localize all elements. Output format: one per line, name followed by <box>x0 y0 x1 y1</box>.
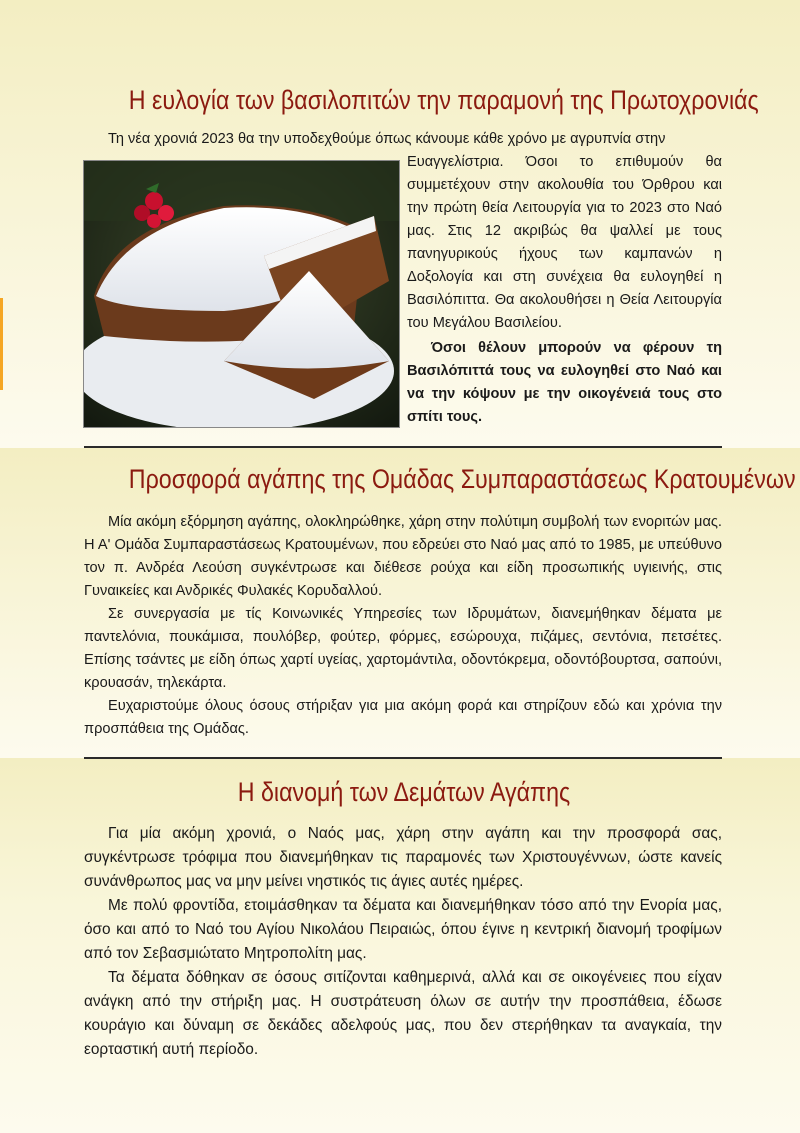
paragraph: Με πολύ φροντίδα, ετοιμάσθηκαν τα δέματα και διανεμήθηκαν τόσο από την Ενορία μας, όσο και από το Ναό του Αγίου Νικολάου Πειραιώς, όπου έγινε η κεντρική διανομή τροφίμων από τον Σεβασμιώτατο Μητροπολίτη μας. <box>84 897 722 962</box>
paragraph-bold: Όσοι θέλουν μπορούν να φέρουν τη Βασιλόπιττά τους να ευλογηθεί στο Ναό και να την κόψουν με την οικογένειά τους στο σπίτι τους. <box>407 340 722 425</box>
section-divider <box>84 446 722 448</box>
section-body-vasilopita <box>407 151 722 429</box>
section-body-love-parcels <box>84 822 722 1062</box>
cake-image <box>84 161 399 427</box>
paragraph: Τα δέματα δόθηκαν σε όσους σιτίζονται καθημερινά, αλλά και σε οικογένειες που είχαν ανάγκη από την στήριξη μας. Η συστράτευση όλων σε αυτήν την προσπάθεια, έδωσε κουράγιο και δύναμη σε δεκάδες αδελφούς μας, που δεν στερήθηκαν τα αναγκαία, την εορταστική αυτή περίοδο. <box>84 969 722 1058</box>
paragraph: Μία ακόμη εξόρμηση αγάπης, ολοκληρώθηκε, χάρη στην πολύτιμη συμβολή των ενοριτών μας. Η Α' Ομάδα Συμπαραστάσεως Κρατουμένων, που εδρεύει στο Ναό μας από το 1985, με υπεύθυνο τον π. Ανδρέα Λεούση συγκέντρωσε και διέθεσε ρούχα και είδη προσωπικής υγιεινής, στις Γυναικείες και Ανδρικές Φυλακές Κορυδαλλού. <box>84 514 722 599</box>
section-title-prisoner-support: Προσφορά αγάπης της Ομάδας Συμπαραστάσεως Κρατουμένων <box>128 464 796 494</box>
paragraph: Ευαγγελίστρια. Όσοι το επιθυμούν θα συμμετέχουν στην ακολουθία του Όρθρου και την πρώτη θεία Λειτουργία για το 2023 στο Ναό μας. Στις 12 ακριβώς θα ψαλλεί με τους πανηγυρικούς ήχους των καμπανών η Δοξολογία και στη συνέχεια θα ευλογηθεί η Βασιλόπιττα. Θα ακολουθήσει η Θεία Λειτουργία του Μεγάλου Βασιλείου. <box>407 154 722 331</box>
section-title-vasilopita: Η ευλογία των βασιλοπιτών την παραμονή της Πρωτοχρονιάς <box>128 85 759 115</box>
paragraph: Ευχαριστούμε όλους όσους στήριξαν για μια ακόμη φορά και στηρίζουν εδώ και χρόνια την προσπάθεια της Ομάδας. <box>84 698 722 737</box>
paragraph: Σε συνεργασία με τίς Κοινωνικές Υπηρεσίες των Ιδρυμάτων, διανεμήθηκαν δέματα με παντελόνια, πουκάμισα, πουλόβερ, φούτερ, φόρμες, εσώρουχα, πιζάμες, σεντόνια, πετσέτες. Επίσης τσάντες με είδη όπως χαρτί υγείας, χαρτομάντιλα, οδοντόκρεμα, οδοντόβουρτσα, σαπούνι, κρουασάν, τηλεκάρτα. <box>84 606 722 691</box>
page-edge-mark <box>0 298 3 390</box>
section-lead-text: Τη νέα χρονιά 2023 θα την υποδεχθούμε όπως κάνουμε κάθε χρόνο με αγρυπνία στην <box>108 131 666 147</box>
section-divider <box>84 757 722 759</box>
section-title-love-parcels: Η διανομή των Δεμάτων Αγάπης <box>237 777 571 807</box>
paragraph: Για μία ακόμη χρονιά, ο Ναός μας, χάρη στην αγάπη και την προσφορά σας, συγκέντρωσε τρόφιμα που διανεμήθηκαν τις παραμονές των Χριστουγέννων, ώστε κανείς συνάνθρωπος μας να μην μείνει νηστικός τις άγιες αυτές ημέρες. <box>84 825 722 890</box>
section-body-prisoner-support <box>84 511 722 741</box>
vasilopita-photo <box>83 160 400 428</box>
